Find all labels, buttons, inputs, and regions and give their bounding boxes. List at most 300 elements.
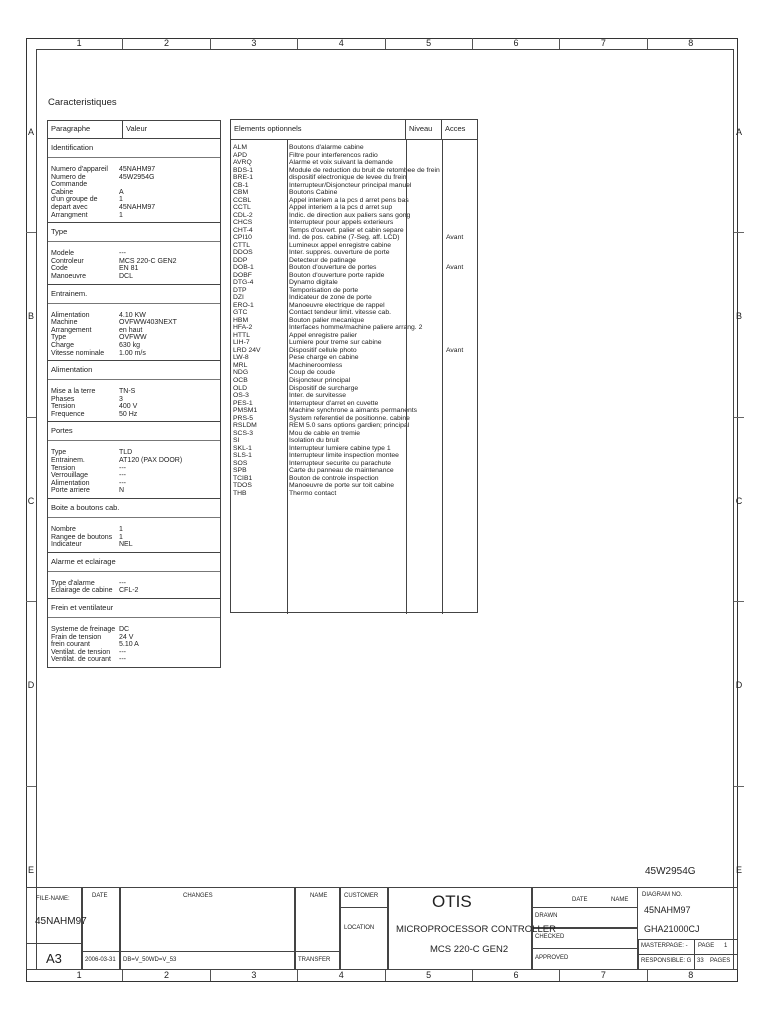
change-date: 2006-03-31 [85,957,116,963]
field-value: NEL [119,541,133,549]
option-code: CBM [233,189,249,197]
option-desc: Dispositif de surcharge [289,384,359,392]
header-niveau: Niveau [406,120,442,139]
table-row [48,189,220,197]
table-row [48,641,220,649]
field-label: Alimentation [51,479,90,487]
section [48,499,220,553]
option-row [231,415,477,423]
field-label: Type d'alarme [51,579,95,587]
section-title: Portes [48,424,220,441]
option-acc: Avant [446,264,464,272]
table-row [48,204,220,212]
option-row [231,234,477,242]
product-line-1: MICROPROCESSOR CONTROLLER [396,924,556,935]
option-desc: Indicateur de zone de porte [289,294,372,302]
field-label: Ventilat. de courant [51,656,111,664]
table-row [48,396,220,404]
product-line-2: MCS 220-C GEN2 [430,944,509,955]
option-code: DTP [233,286,247,294]
option-desc: Inter. suppres. ouverture de porte [289,249,390,257]
option-code: OCB [233,376,248,384]
drawn-label: DRAWN [535,913,558,919]
zone-row: A [27,127,34,137]
field-label: Phases [51,395,75,403]
option-row [231,452,477,460]
field-value: --- [119,648,126,656]
field-value: DC [119,626,130,633]
table-row [48,327,220,335]
field-value: TN-S [119,388,136,396]
zone-columns-bottom [36,970,734,981]
option-code: ERO-1 [233,301,254,309]
section-title: Boite a boutons cab. [48,501,220,518]
section [48,285,220,362]
options-table [230,119,478,613]
option-row [231,482,477,490]
option-desc: Bouton d'ouverture de portes [289,264,377,272]
option-row [231,279,477,287]
zone-row: E [734,786,744,970]
table-row [48,258,220,266]
zone-col: 1 [76,970,82,980]
field-label: Modele [51,250,74,258]
field-value: MCS 220-C GEN2 [119,257,177,265]
option-desc: Lumineux appel enregistre cabine [289,241,392,249]
table-row [48,626,220,634]
option-code: CDL-2 [233,211,253,219]
option-row [231,385,477,393]
option-code: SPB [233,467,247,475]
option-desc: Boutons d'alarme cabine [289,144,364,151]
field-value: --- [119,579,126,587]
zone-col: 8 [647,38,734,49]
table-row [48,480,220,488]
option-row [231,309,477,317]
responsible-label: RESPONSIBLE: G [641,958,692,964]
table-row [48,319,220,327]
zone-col: 2 [122,38,209,49]
sheet-size: A3 [46,951,62,966]
field-value: 45NAHM97 [119,203,156,211]
zone-col: 4 [297,970,384,981]
characteristics-sections [48,139,220,667]
field-label: Mise a la terre [51,388,96,396]
option-row [231,332,477,340]
option-row [231,249,477,257]
option-desc: System referentiel de positionne. cabine [289,414,410,422]
option-row [231,324,477,332]
option-desc: Interrupteur securite cu parachute [289,459,392,467]
table-row [48,212,220,220]
field-label: Arrangment [51,211,88,219]
table-row [48,487,220,495]
option-row [231,437,477,445]
table-row [48,342,220,350]
field-label: Tension [51,464,76,472]
field-label: frein courant [51,641,90,649]
option-row [231,362,477,370]
option-desc: Inter. de survitesse [289,392,347,400]
field-label: Charge [51,341,74,349]
option-row [231,167,477,175]
field-value: 45W2954G [119,173,155,181]
header-acces: Acces [445,124,466,133]
zone-col: 7 [559,38,646,49]
option-row [231,257,477,265]
option-row [231,369,477,377]
company-name: OTIS [432,892,472,911]
option-code: CHT-4 [233,226,253,234]
field-label: depart avec [51,203,88,211]
field-value: 630 kg [119,341,141,349]
zone-row: C [26,417,36,601]
field-label: Systeme de freinage [51,626,116,633]
option-desc: Interrupteur limite inspection montee [289,452,399,460]
table-row [48,649,220,657]
zone-col: 2 [122,970,209,981]
option-code: CCTL [233,204,251,212]
option-code: CB-1 [233,181,249,189]
table-row [48,534,220,542]
field-label: Indicateur [51,541,82,549]
field-label: Entrainem. [51,457,85,465]
table-row [48,472,220,480]
field-value: 1.00 m/s [119,349,146,357]
option-code: MRL [233,361,248,369]
option-desc: Interrupteur d'arret en cuvette [289,399,379,407]
field-label: Verrouillage [51,472,88,480]
option-desc: Interrupteur/Disjoncteur principal manuel [289,181,412,189]
table-row [48,334,220,342]
option-row [231,400,477,408]
field-label: Manoeuvre [51,272,87,280]
section [48,223,220,284]
zone-col: 4 [297,38,384,49]
option-row [231,204,477,212]
option-desc: Ind. de pos. cabine (7-Seg. aff. LCD) [289,234,400,242]
option-code: APD [233,151,247,159]
field-label: Numero d'appareil [51,166,108,173]
field-label: Tension [51,403,76,411]
option-row [231,264,477,272]
field-value: 24 V [119,633,134,641]
option-code: HTTL [233,331,250,339]
zone-col: 6 [472,970,559,981]
file-name-label: FILE-NAME: [36,896,70,902]
field-label: Type [51,334,67,342]
section-title: Frein et ventilateur [48,601,220,618]
table-header [231,120,477,140]
option-desc: Mou de cable en tremie [289,429,361,437]
option-desc: Machine synchrone a aimants permanents [289,407,418,415]
option-row [231,227,477,235]
zone-col: 6 [472,38,559,49]
column-divider [287,140,288,614]
date-label: DATE [92,893,108,899]
changes-label: CHANGES [183,893,213,899]
option-code: CTTL [233,241,250,249]
option-row [231,212,477,220]
field-value: --- [119,479,126,487]
masterpage-label: MASTERPAGE: - [641,943,688,949]
field-value: AT120 (PAX DOOR) [119,457,183,465]
option-code: DDP [233,256,248,264]
option-code: AVRQ [233,159,252,167]
name2-label: NAME [611,897,629,903]
field-label: Code [51,265,68,273]
section-title: Alimentation [48,363,220,380]
option-desc: Lumiere pour treme sur cabine [289,339,382,347]
table-row [48,656,220,664]
option-desc: Manoeuvre de porte sur toit cabine [289,482,395,490]
option-row [231,430,477,438]
option-desc: Interfaces homme/machine paliere arrang. 2 [289,324,423,332]
table-row [48,457,220,465]
option-code: TCIB1 [233,474,253,482]
location-label: LOCATION [344,925,375,931]
document-number: 45W2954G [645,866,696,877]
field-value: --- [119,656,126,664]
option-desc: Appel enregistre palier [289,331,358,339]
pages-label: PAGES [710,958,731,964]
zone-rows-left [26,49,36,970]
diagram-no-2: GHA21000CJ [644,924,700,934]
option-row [231,467,477,475]
option-row [231,490,477,498]
table-row [48,580,220,588]
field-label: Arrangement [51,326,92,334]
option-row [231,152,477,160]
option-row [231,242,477,250]
change-text: DB=V_50WD=V_53 [123,957,177,963]
header-elements: Elements optionnels [231,120,406,139]
option-row [231,144,477,152]
table-row [48,350,220,358]
section [48,361,220,422]
option-row [231,407,477,415]
zone-row: C [734,417,744,601]
option-code: TDOS [233,482,252,490]
table-header [48,121,220,139]
option-code: DDOS [233,249,253,257]
option-row [231,475,477,483]
page-label: PAGE [698,943,715,949]
option-row [231,182,477,190]
field-value: TLD [119,449,133,457]
option-code: GTC [233,309,248,317]
option-row [231,287,477,295]
option-row [231,159,477,167]
option-row [231,272,477,280]
field-value: 1 [119,196,123,204]
field-label: Porte arriere [51,487,90,495]
table-row [48,541,220,549]
option-code: CHCS [233,219,253,227]
option-desc: Carte du panneau de maintenance [289,467,394,475]
zone-col: 7 [559,970,646,981]
field-value: EN 81 [119,265,139,273]
option-desc: Pese charge en cabine [289,354,359,362]
option-desc: Module de reduction du bruit de retombee de frein [289,166,440,174]
zone-col: 8 [647,970,734,981]
section [48,422,220,499]
field-label: Frain de tension [51,633,102,641]
characteristics-table [47,120,221,668]
zone-col: 3 [210,38,297,49]
section-title: Entrainem. [48,287,220,304]
section [48,553,220,599]
field-label: Controleur [51,257,84,265]
field-value: 50 Hz [119,410,138,418]
option-row [231,189,477,197]
table-row [48,250,220,258]
field-value: 1 [119,533,123,541]
option-row [231,460,477,468]
field-value: A [119,188,124,196]
field-value: 45NAHM97 [119,166,156,173]
field-value: --- [119,464,126,472]
name-label: NAME [310,893,328,899]
option-desc: Temporisation de porte [289,286,359,294]
diagram-no-label: DIAGRAM NO. [642,892,683,898]
option-code: SKL-1 [233,444,252,452]
field-value: 4.10 KW [119,311,146,319]
option-row [231,445,477,453]
field-value: en haut [119,326,143,334]
table-row [48,465,220,473]
field-label: Vitesse nominale [51,349,105,357]
option-desc: Interrupteur pour appels exterieurs [289,219,394,227]
option-desc: Coup de coude [289,369,336,377]
option-desc: Bouton palier mecanique [289,316,365,324]
option-code: DZI [233,294,244,302]
option-desc: Bouton d'ouverture porte rapide [289,271,385,279]
zone-col: 3 [210,970,297,981]
option-desc: Thermo contact [289,489,337,497]
option-row [231,197,477,205]
option-desc: REM 5.0 sans options gardien; principal [289,422,410,430]
section [48,139,220,223]
option-desc: Filtre pour interferencos radio [289,151,378,159]
section-title: Alarme et eclairage [48,555,220,572]
table-row [48,166,220,174]
options-list [231,140,477,497]
option-acc: Avant [446,346,464,354]
option-code: ALM [233,144,247,151]
table-row [48,312,220,320]
field-value: 5.10 A [119,641,139,649]
option-desc: Appel interiem a la pcs d arret sup [289,204,393,212]
column-divider [442,140,443,614]
column-divider [406,140,407,614]
option-code: PES-1 [233,399,253,407]
zone-rows-right [734,49,744,970]
table-row [48,403,220,411]
zone-row: B [734,232,744,416]
option-row [231,422,477,430]
option-desc: Manoeuvre electrique de rappel [289,301,385,309]
option-code: SI [233,437,240,445]
option-desc: Appel interiem a la pcs d arret pens bas [289,196,409,204]
option-desc: Machineroomless [289,361,343,369]
field-label: Frequence [51,410,85,418]
field-label: d'un groupe de [51,196,98,204]
option-code: CCBL [233,196,252,204]
option-desc: Dynamo digitale [289,279,338,287]
field-label: Alimentation [51,311,90,319]
option-desc: Contact tendeur limit. vitesse cab. [289,309,391,317]
field-label: Rangee de boutons [51,533,113,541]
zone-col: 1 [76,38,82,48]
option-code: SOS [233,459,248,467]
transfer-label: TRANSFER [298,957,331,963]
zone-row: E [26,786,36,970]
option-code: RSLDM [233,422,257,430]
option-code: LIH-7 [233,339,250,347]
zone-row: A [735,127,742,137]
option-code: HBM [233,316,249,324]
field-value: OVFWW [119,334,147,342]
table-row [48,449,220,457]
option-desc: Disjoncteur principal [289,376,351,384]
section-title: Identification [48,141,220,158]
zone-row: D [734,601,744,785]
field-label: Numero de Commande [51,173,88,189]
option-code: THB [233,489,247,497]
option-code: SLS-1 [233,452,252,460]
zone-col: 5 [385,38,472,49]
diagram-no-1: 45NAHM97 [644,905,691,915]
option-code: BDS-1 [233,166,254,174]
page-value: 1 [724,943,728,949]
field-value: 3 [119,395,123,403]
option-code: SCS-3 [233,429,254,437]
header-valeur: Valeur [126,124,148,133]
pages-value: 33 [697,958,704,964]
table-row [48,174,220,189]
option-row [231,354,477,362]
title-block [26,887,738,970]
option-code: OLD [233,384,247,392]
option-row [231,339,477,347]
field-label: Machine [51,319,78,327]
field-value: CFL-2 [119,587,139,595]
approved-label: APPROVED [535,955,569,961]
zone-col: 5 [385,970,472,981]
option-desc: Isolation du bruit [289,437,339,445]
option-row [231,317,477,325]
option-code: NDG [233,369,249,377]
zone-row: D [26,601,36,785]
options-body [231,140,477,614]
option-code: DTG-4 [233,279,254,287]
field-value: --- [119,250,126,258]
field-label: Nombre [51,526,76,534]
option-desc: Boutons Cabine [289,189,338,197]
field-label: Type [51,449,67,457]
option-acc: Avant [446,234,464,242]
table-row [48,587,220,595]
option-code: PMSM1 [233,407,258,415]
option-code: OS-3 [233,392,249,400]
option-row [231,347,477,355]
option-desc: Interrupteur lumiere cabine type 1 [289,444,391,452]
customer-label: CUSTOMER [344,893,379,899]
checked-label: CHECKED [535,934,565,940]
table-row [48,526,220,534]
field-label: Cabine [51,188,74,196]
